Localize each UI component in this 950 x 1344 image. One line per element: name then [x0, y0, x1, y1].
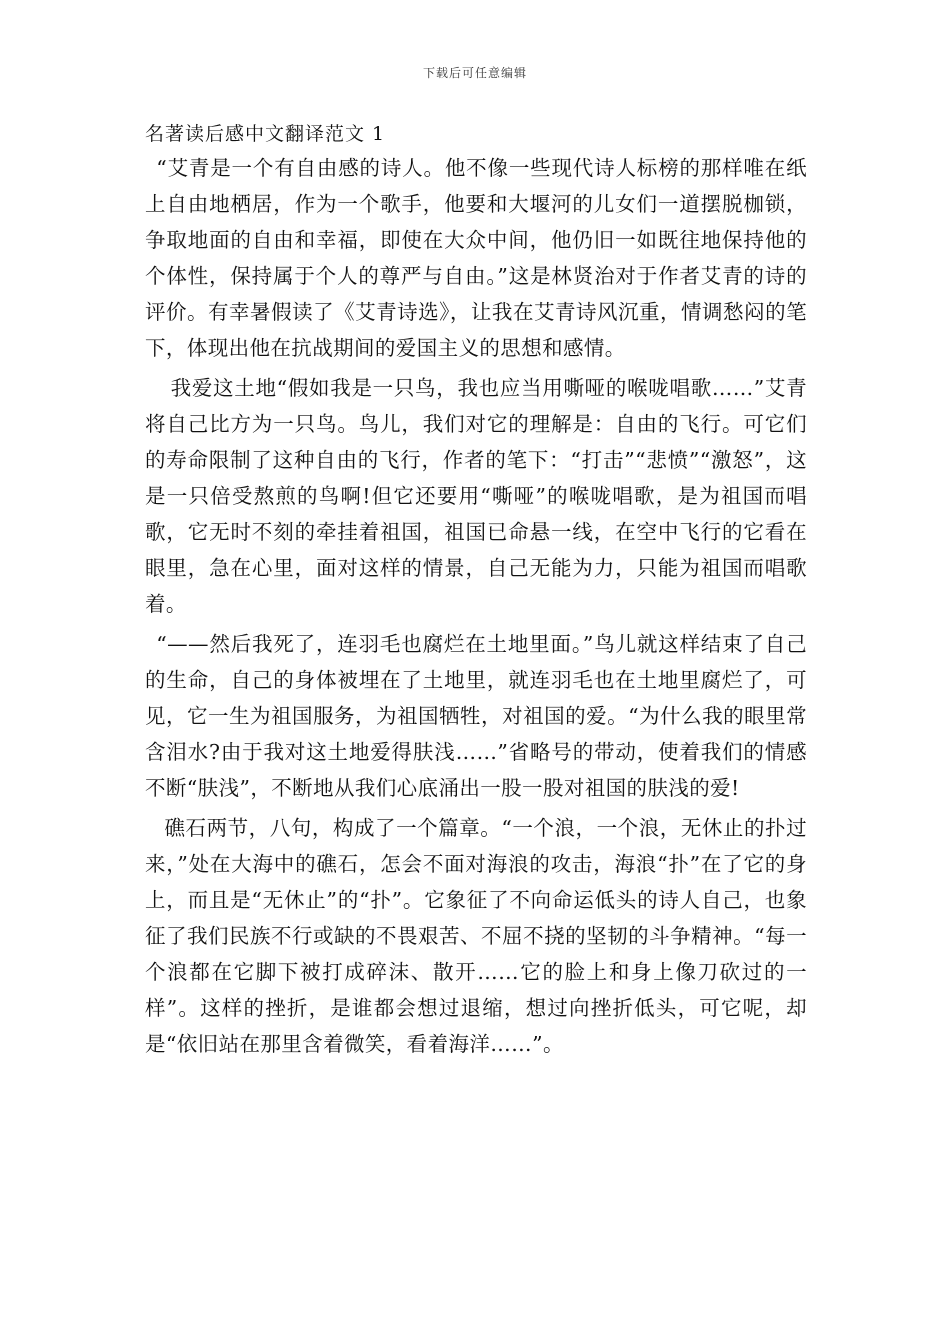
paragraph-3: “——然后我死了，连羽毛也腐烂在土地里面。”鸟儿就这样结束了自己的生命，自己的身体被埋在了土地里，就连羽毛也在土地里腐烂了，可见，它一生为祖国服务，为祖国牺牲，对祖国的爱。“为什么我的眼里常含泪水?由于我对这土地爱得肤浅……”省略号的带动，使着我们的情感不断“肤浅”，不断地从我们心底涌出一股一股对祖国的肤浅的爱! — [145, 632, 807, 800]
paragraph-1: “艾青是一个有自由感的诗人。他不像一些现代诗人标榜的那样唯在纸上自由地栖居，作为一个歌手，他要和大堰河的儿女们一道摆脱枷锁，争取地面的自由和幸福，即使在大众中间，他仍旧一如既往地保持他的个体性，保持属于个人的尊严与自由。”这是林贤治对于作者艾青的诗的评价。有幸暑假读了《艾青诗选》，让我在艾青诗风沉重，情调愁闷的笔下，体现出他在抗战期间的爱国主义的思想和感情。 — [145, 156, 807, 360]
page-header-note: 下载后可任意编辑 — [422, 66, 527, 80]
document-body — [145, 118, 807, 1064]
paragraph-2: 我爱这土地“假如我是一只鸟，我也应当用嘶哑的喉咙唱歌……”艾青将自己比方为一只鸟。鸟儿，我们对它的理解是：自由的飞行。可它们的寿命限制了这种自由的飞行，作者的笔下：“打击”“悲愤”“激怒”，这是一只倍受熬煎的鸟啊!但它还要用“嘶哑”的喉咙唱歌，是为祖国而唱歌，它无时不刻的牵挂着祖国，祖国已命悬一线，在空中飞行的它看在眼里，急在心里，面对这样的情景，自己无能为力，只能为祖国而唱歌着。 — [145, 376, 807, 616]
document-title: 名著读后感中文翻译范文 1 — [145, 123, 386, 145]
paragraph-4: 礁石两节，八句，构成了一个篇章。“一个浪，一个浪，无休止的扑过来，”处在大海中的礁石，怎会不面对海浪的攻击，海浪“扑”在了它的身上，而且是“无休止”的“扑”。它象征了不向命运低头的诗人自己，也象征了我们民族不行或缺的不畏艰苦、不屈不挠的坚韧的斗争精神。“每一个浪都在它脚下被打成碎沫、散开……它的脸上和身上像刀砍过的一样”。这样的挫折，是谁都会想过退缩，想过向挫折低头，可它呢，却是“依旧站在那里含着微笑，看着海洋……”。 — [145, 816, 807, 1056]
